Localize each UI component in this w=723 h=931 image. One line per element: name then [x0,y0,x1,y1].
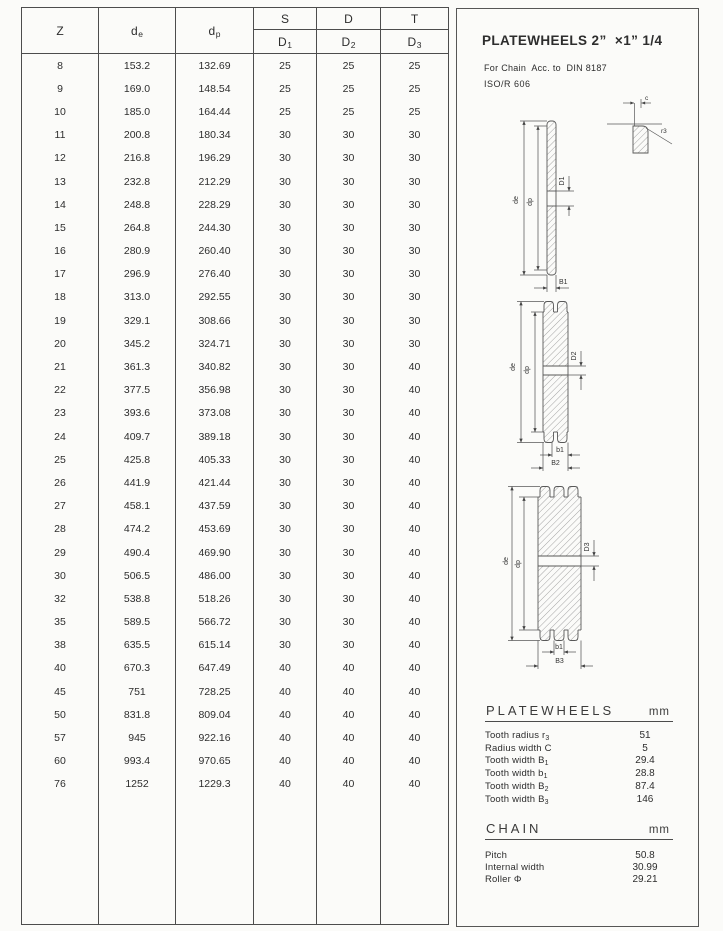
dim-label-b3: B3 [555,658,564,665]
table-cell: 490.4 [98,541,175,564]
dim-label-d1: D1 [559,176,566,186]
table-cell: 26 [54,476,66,489]
table-cell: 425.8 [98,448,175,471]
table-cell: 751 [98,680,175,703]
table-cell: 264.8 [98,216,175,239]
table-cell: 260.40 [175,240,253,263]
table-cell: 40 [380,750,448,773]
spec-row [485,874,673,886]
table-cell: 30 [253,587,316,610]
table-cell: 25 [253,77,316,100]
dim-label-dp: dp [527,198,534,206]
spec-row-value: 28.8 [635,768,655,780]
table-cell: 23 [54,407,66,420]
table-cell: 40 [54,662,66,675]
table-filler-cell [316,796,380,924]
dim-label-d3: D3 [584,542,591,552]
table-cell: 30 [316,634,380,657]
table-cell: 30 [316,379,380,402]
table-cell: 728.25 [175,680,253,703]
table-cell: 40 [380,587,448,610]
table-cell: 30 [253,518,316,541]
table-cell: 30 [316,495,380,518]
simplex-drawing [513,121,574,292]
table-cell: 185.0 [98,100,175,123]
table-cell: 30 [380,332,448,355]
table-cell: 40 [380,726,448,749]
table-cell: 635.5 [98,634,175,657]
table-cell: 35 [54,616,66,629]
table-cell: 232.8 [98,170,175,193]
table-cell: 922.16 [175,726,253,749]
col-header-d2: D 2 [316,30,380,54]
table-cell: 38 [54,639,66,652]
table-cell: 15 [54,221,66,234]
table-filler-cell [253,796,316,924]
table-cell: 132.69 [175,54,253,77]
table-cell: 313.0 [98,286,175,309]
table-cell: 228.29 [175,193,253,216]
table-cell: 27 [54,500,66,513]
table-cell: 40 [380,355,448,378]
table-cell: 30 [316,518,380,541]
table-cell: 25 [253,54,316,77]
table-cell: 474.2 [98,518,175,541]
table-cell: 30 [316,425,380,448]
table-cell: 30 [316,124,380,147]
dim-label-de: de [503,557,510,565]
spec-row-value: 146 [636,793,654,805]
table-cell: 13 [54,175,66,188]
table-cell: 40 [316,657,380,680]
platewheels-spec-section [485,703,673,806]
col-header-d: D [316,8,380,30]
table-cell: 60 [54,755,66,768]
table-cell: 40 [253,750,316,773]
spec-row-value: 5 [642,742,648,754]
table-cell: 29 [54,546,66,559]
spec-row-label: Radius width C [485,742,552,754]
spec-row-label: Internal width [485,862,545,874]
table-cell: 30 [316,448,380,471]
table-cell: 40 [316,680,380,703]
table-cell: 458.1 [98,495,175,518]
table-cell: 25 [253,100,316,123]
table-cell: 19 [54,314,66,327]
table-cell: 14 [54,198,66,211]
table-cell: 40 [253,773,316,796]
spec-row [485,793,673,806]
table-cell: 30 [253,634,316,657]
table-cell: 393.6 [98,402,175,425]
table-cell: 8 [57,59,63,72]
triplex-drawing [503,487,599,670]
table-cell: 993.4 [98,750,175,773]
table-cell: 1229.3 [175,773,253,796]
spec-rows [485,849,673,886]
col-header-de: d e [98,8,175,54]
spec-row-label: Roller Φ [485,874,522,886]
table-cell: 566.72 [175,611,253,634]
dim-label-b2: B2 [551,460,560,467]
table-cell: 30 [380,309,448,332]
dim-label-b1: b1 [556,447,564,454]
table-cell: 30 [253,193,316,216]
table-cell: 32 [54,592,66,605]
table-cell: 22 [54,384,66,397]
table-cell: 538.8 [98,587,175,610]
table-cell: 248.8 [98,193,175,216]
table-cell: 30 [253,425,316,448]
table-cell: 30 [316,193,380,216]
table-cell: 945 [98,726,175,749]
table-cell: 441.9 [98,471,175,494]
table-cell: 16 [54,245,66,258]
table-cell: 670.3 [98,657,175,680]
table-cell: 589.5 [98,611,175,634]
spec-unit: mm [648,824,670,836]
table-cell: 40 [380,564,448,587]
table-cell: 30 [253,263,316,286]
table-cell: 970.65 [175,750,253,773]
table-cell: 831.8 [98,703,175,726]
table-cell: 30 [253,611,316,634]
spec-rows [485,729,673,806]
table-cell: 12 [54,152,66,165]
table-cell: 18 [54,291,66,304]
table-cell: 340.82 [175,355,253,378]
table-cell: 212.29 [175,170,253,193]
table-cell: 30 [316,541,380,564]
table-filler-cell [175,796,253,924]
subtitle-chain-standard: For Chain Acc. to DIN 8187 [484,63,607,73]
spec-unit: mm [648,706,670,718]
table-cell: 200.8 [98,124,175,147]
table-cell: 377.5 [98,379,175,402]
table-cell: 296.9 [98,263,175,286]
table-cell: 148.54 [175,77,253,100]
col-header-d3: D 3 [380,30,448,54]
table-cell: 421.44 [175,471,253,494]
spec-row-value: 87.4 [635,781,655,793]
spec-heading: CHAIN [486,821,542,836]
table-cell: 30 [380,263,448,286]
table-cell: 518.26 [175,587,253,610]
table-cell: 30 [316,332,380,355]
table-cell: 153.2 [98,54,175,77]
table-cell: 30 [316,611,380,634]
table-cell: 40 [380,773,448,796]
dim-label-r3: r3 [661,128,667,135]
table-cell: 45 [54,685,66,698]
table-cell: 30 [253,471,316,494]
table-cell: 30 [253,309,316,332]
table-cell: 356.98 [175,379,253,402]
table-cell: 17 [54,268,66,281]
table-cell: 30 [316,170,380,193]
dim-label-dp: dp [515,560,522,568]
table-cell: 40 [380,425,448,448]
spec-row [485,767,673,780]
table-cell: 276.40 [175,263,253,286]
spec-row-value: 29.21 [632,874,658,886]
table-cell: 30 [316,564,380,587]
table-cell: 30 [253,332,316,355]
table-cell: 40 [380,541,448,564]
table-cell: 30 [253,170,316,193]
spec-row [485,861,673,873]
table-cell: 196.29 [175,147,253,170]
chain-spec-section [485,821,673,886]
table-cell: 30 [316,402,380,425]
table-cell: 40 [380,402,448,425]
spec-heading: PLATEWHEELS [486,703,615,718]
table-cell: 164.44 [175,100,253,123]
table-cell: 280.9 [98,240,175,263]
table-cell: 30 [380,216,448,239]
table-cell: 30 [253,216,316,239]
table-cell: 40 [253,726,316,749]
table-cell: 40 [316,773,380,796]
table-cell: 25 [380,54,448,77]
table-cell: 244.30 [175,216,253,239]
table-cell: 405.33 [175,448,253,471]
table-cell: 30 [253,402,316,425]
dim-label-b1: b1 [555,644,563,651]
table-cell: 647.49 [175,657,253,680]
table-cell: 30 [316,471,380,494]
table-cell: 180.34 [175,124,253,147]
spec-row-value: 29.4 [635,755,655,767]
table-cell: 40 [380,471,448,494]
table-cell: 40 [316,703,380,726]
dim-label-b1cap: B1 [559,279,568,286]
table-cell: 40 [253,703,316,726]
table-cell: 30 [253,564,316,587]
table-cell: 30 [316,240,380,263]
subtitle-iso: ISO/R 606 [484,79,531,89]
spec-row-value: 50.8 [635,849,655,861]
table-cell: 453.69 [175,518,253,541]
tooth-profile-detail [607,95,672,153]
spec-row [485,755,673,768]
spec-row [485,742,673,755]
table-cell: 30 [316,309,380,332]
table-cell: 57 [54,732,66,745]
table-cell: 361.3 [98,355,175,378]
spec-row-value: 30.99 [632,862,658,874]
spec-row [485,849,673,861]
table-cell: 809.04 [175,703,253,726]
table-cell: 437.59 [175,495,253,518]
spec-row-label: Tooth width b1 [485,768,548,781]
table-cell: 324.71 [175,332,253,355]
table-cell: 40 [380,657,448,680]
table-cell: 40 [380,518,448,541]
table-cell: 25 [380,100,448,123]
table-cell: 76 [54,778,66,791]
table-cell: 345.2 [98,332,175,355]
table-cell: 506.5 [98,564,175,587]
table-cell: 30 [253,240,316,263]
table-cell: 373.08 [175,402,253,425]
table-filler-cell [98,796,175,924]
col-header-dp: d p [175,8,253,54]
table-cell: 40 [380,495,448,518]
spec-section-header [485,821,673,840]
table-cell: 30 [380,240,448,263]
table-cell: 30 [253,379,316,402]
table-cell: 30 [253,124,316,147]
table-cell: 30 [253,448,316,471]
table-cell: 486.00 [175,564,253,587]
table-cell: 30 [380,286,448,309]
table-cell: 24 [54,430,66,443]
table-cell: 30 [380,170,448,193]
table-cell: 25 [54,453,66,466]
table-cell: 216.8 [98,147,175,170]
col-header-d1: D 1 [253,30,316,54]
table-cell: 169.0 [98,77,175,100]
table-cell: 40 [380,703,448,726]
duplex-drawing [510,302,586,472]
table-cell: 30 [54,569,66,582]
spec-row-value: 51 [639,729,651,741]
table-cell: 28 [54,523,66,536]
dim-label-d2: D2 [571,351,578,361]
spec-row-label: Pitch [485,849,508,861]
table-cell: 21 [54,361,66,374]
table-cell: 30 [253,286,316,309]
table-cell: 50 [54,708,66,721]
table-cell: 30 [253,147,316,170]
table-cell: 292.55 [175,286,253,309]
table-cell: 30 [316,587,380,610]
spec-row-label: Tooth width B2 [485,781,549,794]
table-cell: 329.1 [98,309,175,332]
info-panel [456,8,699,927]
table-cell: 25 [380,77,448,100]
table-cell: 30 [253,355,316,378]
table-cell: 20 [54,337,66,350]
table-cell: 40 [380,634,448,657]
table-cell: 389.18 [175,425,253,448]
table-cell: 40 [380,379,448,402]
col-header-t: T [380,8,448,30]
table-cell: 25 [316,100,380,123]
table-cell: 30 [316,263,380,286]
table-cell: 40 [380,611,448,634]
table-cell: 40 [253,657,316,680]
table-cell: 9 [57,82,63,95]
table-filler-cell [380,796,448,924]
dim-label-c: c [645,95,649,102]
table-cell: 40 [316,750,380,773]
spec-row [485,729,673,742]
col-header-s: S [253,8,316,30]
table-cell: 25 [316,77,380,100]
spec-row-label: Tooth radius r3 [485,729,550,742]
dim-label-de: de [513,196,520,204]
table-cell: 30 [380,147,448,170]
table-cell: 409.7 [98,425,175,448]
table-cell: 40 [253,680,316,703]
table-cell: 30 [316,286,380,309]
table-cell: 1252 [98,773,175,796]
table-cell: 40 [316,726,380,749]
table-cell: 615.14 [175,634,253,657]
table-cell: 30 [316,216,380,239]
dim-label-de: de [510,363,517,371]
platewheels-table [21,7,449,925]
table-cell: 10 [54,105,66,118]
table-cell: 25 [316,54,380,77]
table-cell: 30 [380,124,448,147]
spec-row-label: Tooth width B3 [485,793,549,806]
table-cell: 308.66 [175,309,253,332]
table-filler-cell [22,796,98,924]
spec-row [485,780,673,793]
table-cell: 40 [380,680,448,703]
spec-section-header [485,703,673,722]
page-title: PLATEWHEELS 2” ×1” 1/4 [482,33,663,48]
table-cell: 30 [253,541,316,564]
table-cell: 30 [253,495,316,518]
table-cell: 40 [380,448,448,471]
spec-row-label: Tooth width B1 [485,755,549,768]
table-cell: 469.90 [175,541,253,564]
table-cell: 30 [380,193,448,216]
table-cell: 30 [316,355,380,378]
dim-label-dp: dp [524,366,531,374]
table-cell: 11 [54,129,66,142]
col-header-z: Z [22,8,98,54]
table-cell: 30 [316,147,380,170]
